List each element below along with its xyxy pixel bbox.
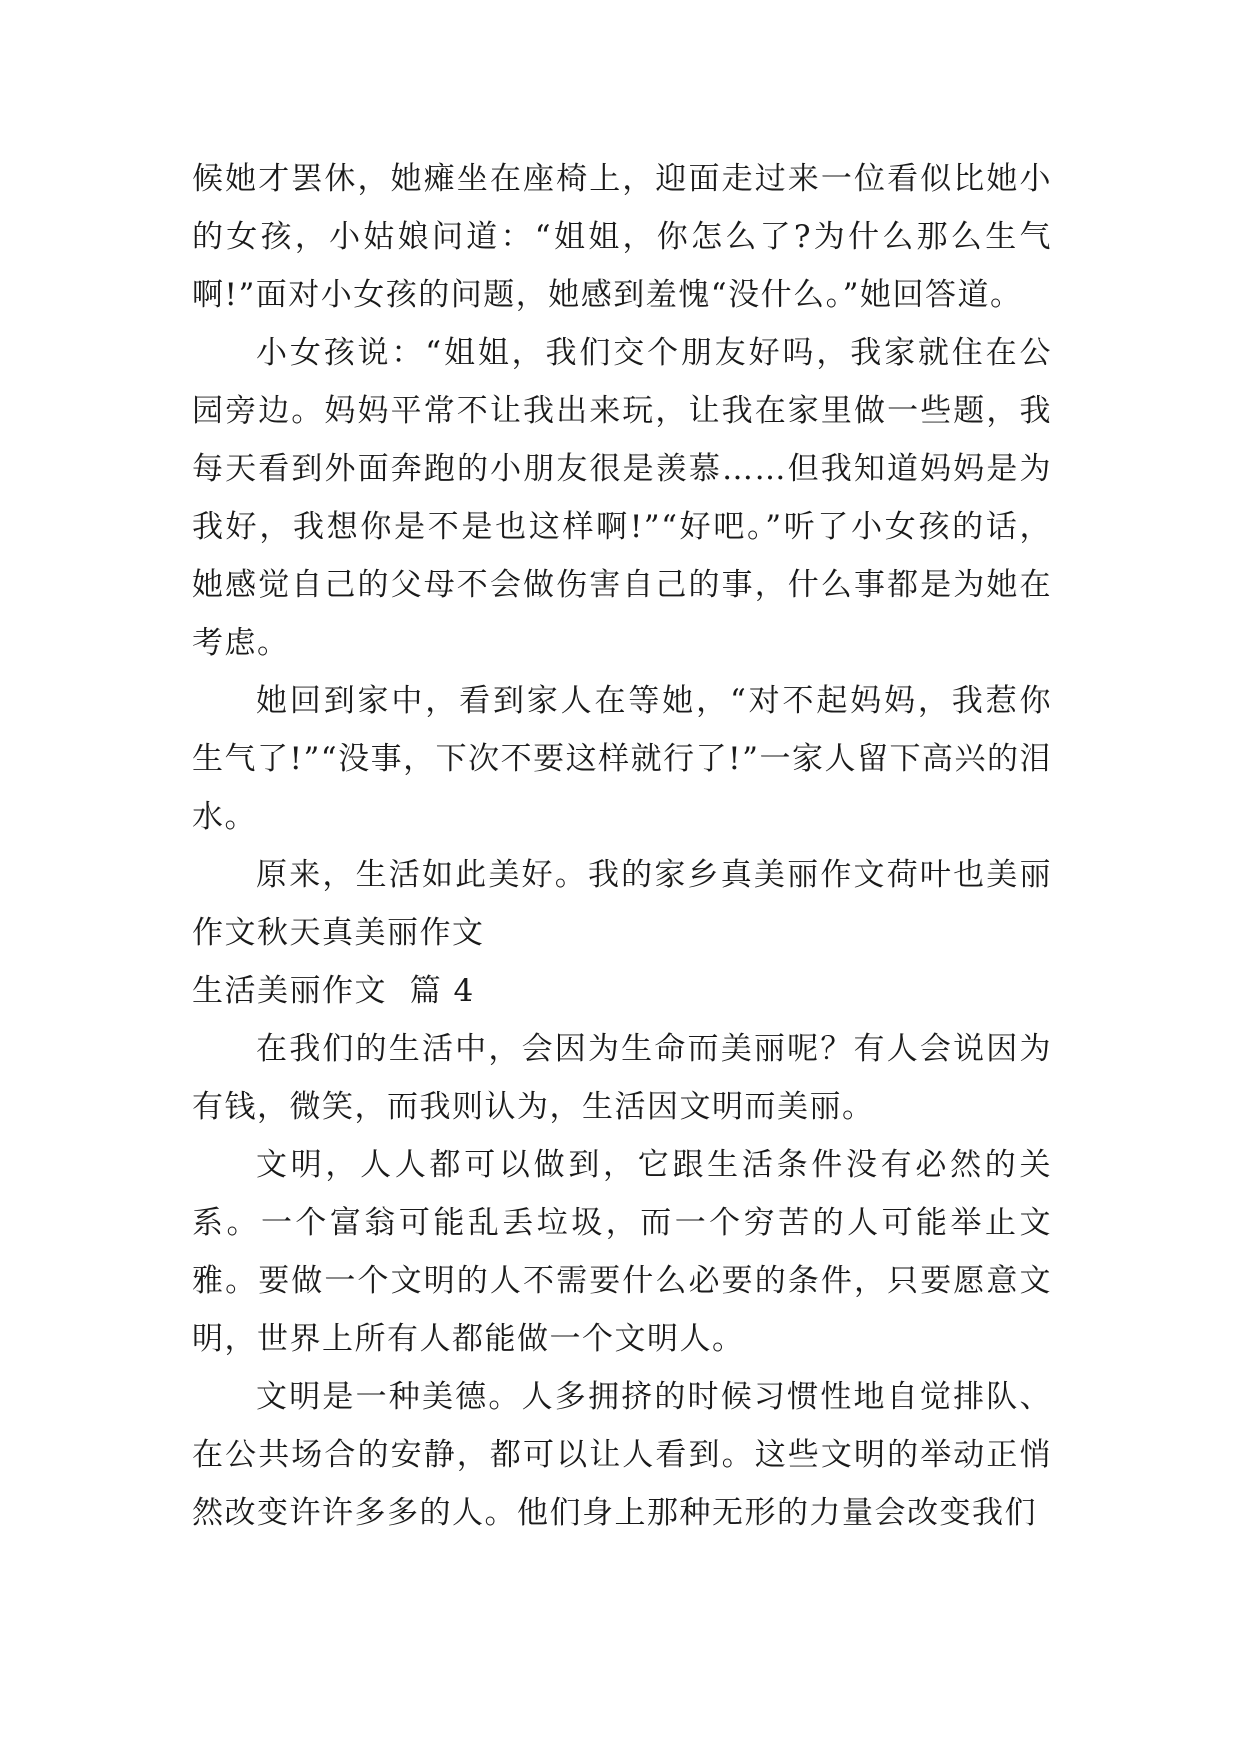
paragraph-3: 她回到家中，看到家人在等她，“对不起妈妈，我惹你生气了!”“没事，下次不要这样就行了!”一家人留下高兴的泪水。 (192, 683, 1052, 835)
paragraph-6: 文明，人人都可以做到，它跟生活条件没有必然的关系。一个富翁可能乱丢垃圾，而一个穷苦的人可能举止文雅。要做一个文明的人不需要什么必要的条件，只要愿意文明，世界上所有人都能做一个文明人。 (192, 1147, 1052, 1357)
document-body (192, 150, 1052, 1542)
paragraph-5: 在我们的生活中，会因为生命而美丽呢？有人会说因为有钱，微笑，而我则认为，生活因文明而美丽。 (192, 1031, 1052, 1125)
paragraph-4: 原来，生活如此美好。我的家乡真美丽作文荷叶也美丽作文秋天真美丽作文 (192, 857, 1052, 951)
paragraph-7: 文明是一种美德。人多拥挤的时候习惯性地自觉排队、在公共场合的安静，都可以让人看到。这些文明的举动正悄然改变许许多多的人。他们身上那种无形的力量会改变我们 (192, 1379, 1052, 1531)
paragraph-1: 候她才罢休，她瘫坐在座椅上，迎面走过来一位看似比她小的女孩，小姑娘问道：“姐姐，你怎么了?为什么那么生气啊!”面对小女孩的问题，她感到羞愧“没什么。”她回答道。 (192, 161, 1052, 313)
paragraph-2: 小女孩说：“姐姐，我们交个朋友好吗，我家就住在公园旁边。妈妈平常不让我出来玩，让我在家里做一些题，我每天看到外面奔跑的小朋友很是羡慕……但我知道妈妈是为我好，我想你是不是也这样啊!”“好吧。”听了小女孩的话，她感觉自己的父母不会做伤害自己的事，什么事都是为她在考虑。 (192, 335, 1052, 661)
section-heading: 生活美丽作文 篇 4 (192, 973, 475, 1009)
